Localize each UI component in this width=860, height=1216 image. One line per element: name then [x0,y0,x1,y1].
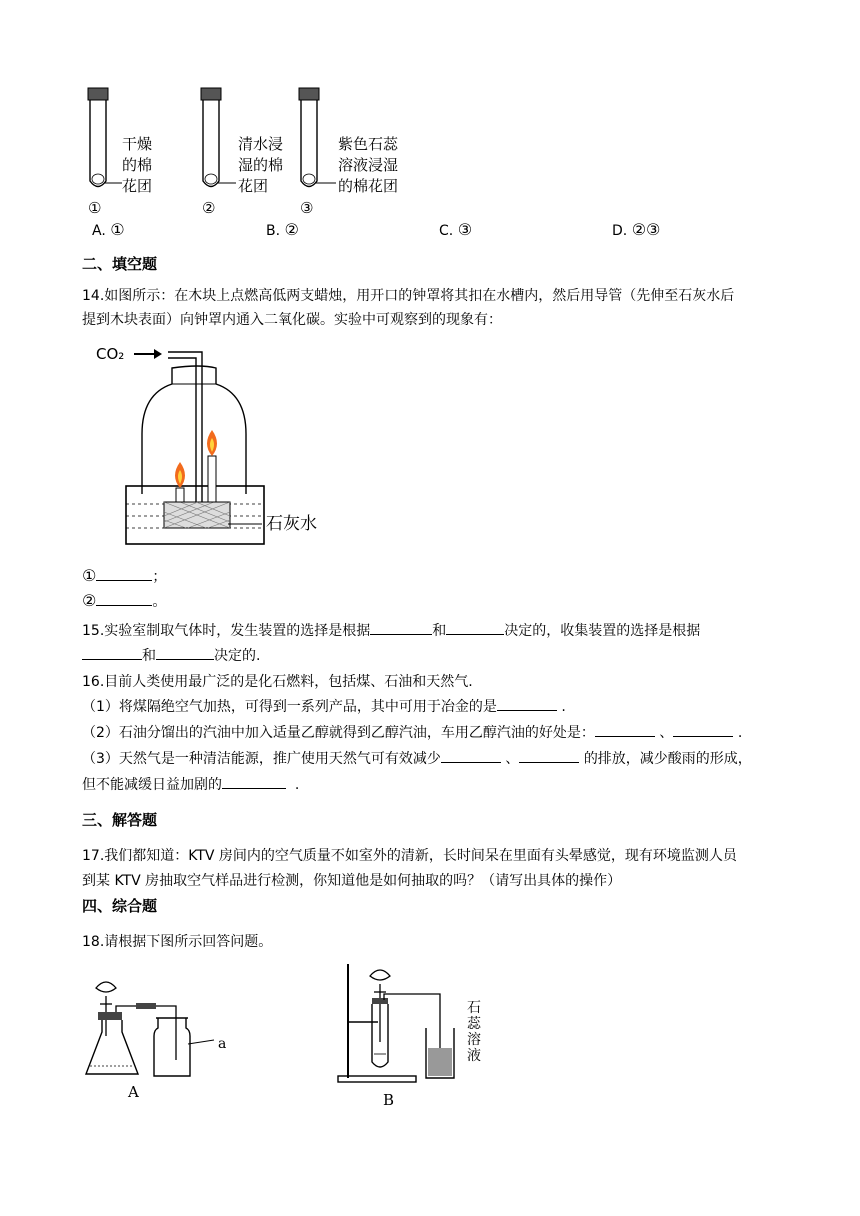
q18-line-1: 18.请根据下图所示回答问题。 [82,934,273,950]
section-3-heading: 三、解答题 [82,811,158,829]
limewater-label: 石灰水 [266,514,317,534]
answer-blank[interactable] [96,591,152,606]
tube-1-label: 干燥 的棉 花团 [122,135,153,195]
q14-line-1: 14.如图所示：在木块上点燃高低两支蜡烛，用开口的钟罩将其扣在水槽内，然后用导管（先伸至石灰水后 [82,288,735,304]
q15-line-2: 和 决定的. [82,645,260,666]
test-tube-2 [201,88,236,187]
answer-blank[interactable] [595,722,655,737]
q17-line-2: 到某 KTV 房抽取空气样品进行检测，你知道他是如何抽取的吗？（请写出具体的操作） [82,873,622,889]
co2-label: CO₂ [96,345,125,363]
section-2-heading: 二、填空题 [82,255,158,273]
q16-part-3-cont: 但不能减缓日益加剧的 . [82,774,299,795]
litmus-solution-label: 石 蕊 溶 液 [467,1000,481,1064]
apparatus-b-figure [330,962,490,1094]
answer-blank[interactable] [446,620,504,635]
option-d[interactable]: D. ②③ [612,220,661,239]
q15-line-1: 15.实验室制取气体时，发生装置的选择是根据 和 决定的，收集装置的选择是根据 [82,620,700,641]
q16-part-3: （3）天然气是一种清洁能源，推广使用天然气可有效减少 、 的排放，减少酸雨的形成， [82,748,752,769]
answer-blank[interactable] [519,748,579,763]
apparatus-a-pointer-label: a [218,1036,227,1052]
section-4-heading: 四、综合题 [82,897,158,915]
q14-answer-1: ① ； [82,566,167,585]
answer-blank[interactable] [82,645,142,660]
tube-2-label: 清水浸 湿的棉 花团 [238,135,284,195]
option-c[interactable]: C. ③ [439,220,473,239]
q16-part-1: （1）将煤隔绝空气加热，可得到一系列产品，其中可用于冶金的是 . [82,696,566,717]
q14-line-2: 提到木块表面）向钟罩内通入二氧化碳。实验中可观察到的现象有： [82,312,502,328]
answer-blank[interactable] [222,774,286,789]
tube-1-number: ① [88,199,102,217]
apparatus-a-caption: A [128,1083,139,1101]
tube-3-label: 紫色石蕊 溶液浸湿 的棉花团 [338,135,399,195]
answer-blank[interactable] [497,696,557,711]
option-b[interactable]: B. ② [266,220,299,239]
tube-2-number: ② [202,199,216,217]
test-tube-3 [299,88,336,187]
option-a[interactable]: A. ① [92,220,125,239]
answer-blank[interactable] [673,722,733,737]
q16-part-2: （2）石油分馏出的汽油中加入适量乙醇就得到乙醇汽油，车用乙醇汽油的好处是： 、 . [82,722,742,743]
answer-blank[interactable] [370,620,432,635]
apparatus-b-drawing [330,962,490,1094]
q17-line-1: 17.我们都知道：KTV 房间内的空气质量不如室外的清新，长时间呆在里面有头晕感觉，现有环境监测人员 [82,848,737,864]
q16-intro: 16.目前人类使用最广泛的是化石燃料，包括煤、石油和天然气. [82,674,473,690]
answer-blank[interactable] [96,566,152,581]
q14-answer-2: ② 。 [82,591,167,610]
apparatus-b-caption: B [383,1091,395,1109]
answer-blank[interactable] [441,748,501,763]
test-tube-1 [88,88,122,187]
answer-blank[interactable] [156,645,214,660]
tube-3-number: ③ [300,199,314,217]
